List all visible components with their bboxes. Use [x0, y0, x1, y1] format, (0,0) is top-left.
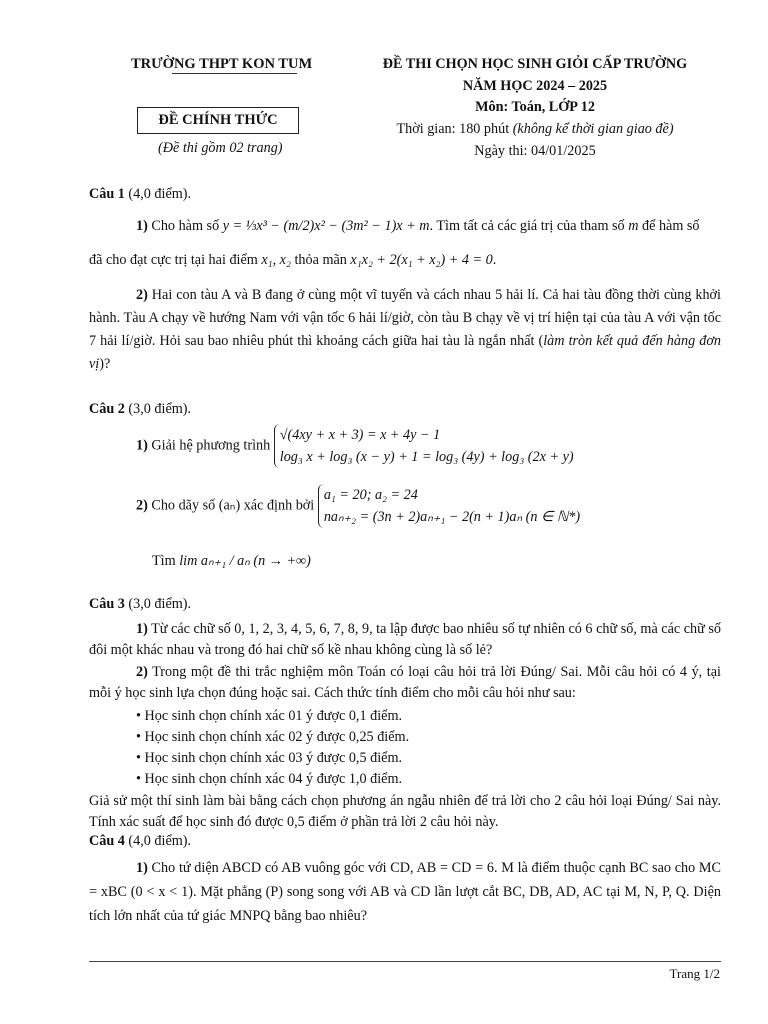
q3-closing: Giả sử một thí sinh làm bài bằng cách chọn phương án ngẫu nhiên để trả lời cho 2 câu hỏi loại Đúng/ Sai này. Tính xác suất để học sinh đó được 0,5 điểm ở phần trả lời 2 câu hỏi này. [89, 793, 721, 830]
q1-heading [89, 186, 191, 203]
school-underline [172, 73, 297, 74]
q1-function: y = ⅓x³ − (m/2)x² − (3m² − 1)x + m [222, 218, 430, 234]
q3-part2-lead: 2) [136, 664, 148, 680]
q1-part2 [89, 284, 721, 376]
q1-part1-text-b: . Tìm tất cả các giá trị của tham số [429, 218, 629, 234]
q1-part2-end: )? [99, 356, 111, 372]
q3-part1-lead: 1) [136, 621, 148, 637]
exam-subject: Môn: Toán, LỚP 12 [475, 99, 595, 115]
q2-system2-eq2: naₙ₊₂ = (3n + 2)aₙ₊₁ − 2(n + 1)aₙ (n ∈ ℕ*) [323, 509, 581, 525]
q1-part1-end: . [492, 252, 497, 268]
q4-heading [89, 833, 191, 850]
q2-limit-line [152, 553, 311, 570]
q1-part1-text-a: Cho hàm số [147, 218, 223, 234]
q1-part2-text: Hai con tàu A và B đang ở cùng một vĩ tuyến và cách nhau 5 hải lí. Cả hai tàu đồng thời cùng khởi hành. Tàu A chạy về hướng Nam với vận tốc 6 hải lí/giờ, còn tàu B chạy về vị trí hiện tại của tàu A với vận tốc 7 hải lí/giờ. Hỏi sau bao nhiêu phút thì khoảng cách giữa hai tàu là ngắn nhất ( [89, 287, 721, 349]
q4-part1-text: Cho tứ diện ABCD có AB vuông góc với CD, AB = CD = 6. M là điểm thuộc cạnh BC sao cho MC = xBC (0 < x < 1). Mặt phẳng (P) song song với AB và CD lần lượt cắt BC, DB, AD, AC tại M, N, P, Q. Diện tích lớn nhất của tứ giác MNPQ bằng bao nhiêu? [89, 860, 721, 924]
q1-part1-text-c: để hàm số [638, 218, 700, 234]
official-label: ĐỀ CHÍNH THỨC [137, 107, 299, 134]
q3-bullet: • Học sinh chọn chính xác 03 ý được 0,5 điểm. [136, 750, 403, 766]
q1-part1-line1 [136, 214, 700, 238]
footer-rule [89, 961, 721, 962]
q2-part2-text: Cho dãy số (aₙ) xác định bởi [147, 497, 318, 514]
q3-bullet: • Học sinh chọn chính xác 04 ý được 1,0 điểm. [136, 771, 403, 787]
q4-part1 [89, 856, 721, 928]
q1-points: (4,0 điểm). [124, 186, 192, 202]
q2-title: Câu 2 [89, 401, 125, 417]
q3-title: Câu 3 [89, 596, 125, 612]
exam-date: Ngày thi: 04/01/2025 [474, 143, 596, 159]
q2-system1-eq1: √(4xy + x + 3) = x + 4y − 1 [279, 427, 441, 443]
q2-part1-lead: 1) [136, 437, 148, 454]
q1-condition: x₁x₂ + 2(x₁ + x₂) + 4 = 0 [350, 252, 493, 268]
q1-title: Câu 1 [89, 186, 125, 202]
q1-param-m: m [628, 218, 639, 234]
q3-part2 [89, 662, 721, 704]
q2-part2 [136, 484, 580, 528]
q2-part1 [136, 424, 574, 468]
time-note: (không kể thời gian giao đề) [512, 121, 674, 137]
q2-system1-eq2: log₃ x + log₃ (x − y) + 1 = log₃ (4y) + log₃ (2x + y) [279, 449, 574, 465]
q2-system-2 [318, 484, 580, 528]
q3-part1-text: Từ các chữ số 0, 1, 2, 3, 4, 5, 6, 7, 8, 9, ta lập được bao nhiêu số tự nhiên có 6 chữ số, mà các chữ số đôi một khác nhau và trong đó hai chữ số kề nhau không cùng là số lẻ? [89, 621, 721, 658]
q2-part2-lead: 2) [136, 497, 148, 514]
q3-part1 [89, 619, 721, 661]
q2-limit: lim aₙ₊₁ / aₙ (n → +∞) [179, 553, 311, 569]
q2-heading [89, 401, 191, 418]
q1-part1-text-d: đã cho đạt cực trị tại hai điểm [89, 252, 262, 268]
exam-year: NĂM HỌC 2024 – 2025 [462, 78, 608, 94]
q1-part2-lead: 2) [136, 287, 148, 303]
q3-points: (3,0 điểm). [124, 596, 192, 612]
q3-bullet: • Học sinh chọn chính xác 02 ý được 0,25 điểm. [136, 729, 410, 745]
pages-note: (Đề thi gồm 02 trang) [158, 140, 283, 156]
q2-system-1 [274, 424, 574, 468]
q3-heading [89, 596, 191, 613]
school-name: TRƯỜNG THPT KON TUM [131, 56, 313, 72]
q1-part2-italic: làm tròn kết quả đến hàng đơn vị [89, 333, 721, 372]
exam-title: ĐỀ THI CHỌN HỌC SINH GIỎI CẤP TRƯỜNG [382, 56, 688, 72]
q4-points: (4,0 điểm). [124, 833, 192, 849]
q4-part1-lead: 1) [136, 860, 148, 876]
page-number: Trang 1/2 [669, 966, 720, 981]
q2-system2-eq1: a₁ = 20; a₂ = 24 [323, 487, 418, 503]
q1-extrema: x₁, x₂ [261, 252, 291, 268]
q1-part1-line2 [89, 252, 496, 269]
q1-part1-lead: 1) [136, 218, 148, 234]
q2-points: (3,0 điểm). [124, 401, 192, 417]
q2-part1-text: Giải hệ phương trình [147, 437, 274, 454]
q4-title: Câu 4 [89, 833, 125, 849]
q2-find-label: Tìm [152, 553, 180, 569]
q3-part2-text: Trong một đề thi trắc nghiệm môn Toán có loại câu hỏi trả lời Đúng/ Sai. Mỗi câu hỏi có 4 ý, tại mỗi ý học sinh lựa chọn đúng hoặc sai. Cách thức tính điểm cho mỗi câu hỏi như sau: [89, 664, 721, 701]
exam-time [350, 121, 720, 138]
q3-bullet: • Học sinh chọn chính xác 01 ý được 0,1 điểm. [136, 708, 403, 724]
q1-part1-text-e: thỏa mãn [290, 252, 351, 268]
time-label: Thời gian: 180 phút [396, 121, 513, 137]
